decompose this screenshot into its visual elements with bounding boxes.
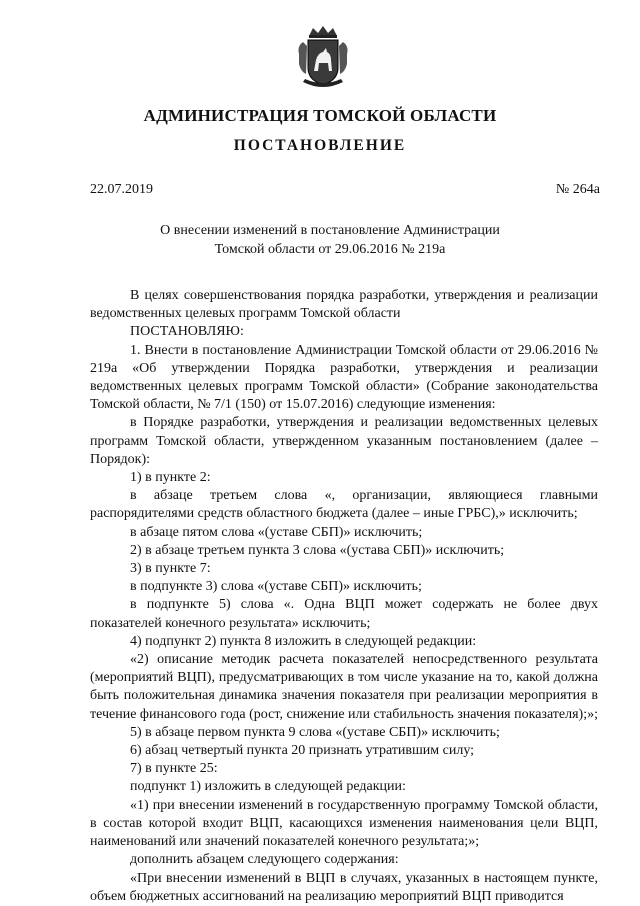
document-type: ПОСТАНОВЛЕНИЕ — [233, 137, 407, 154]
body-paragraph: 7) в пункте 25: — [130, 761, 218, 777]
body-paragraph: «При внесении изменений в ВЦП в случаях, указанных в настоящем пункте, объем бюджетных ассигнований на реализацию мероприятий ВЦП приводится — [90, 870, 598, 904]
document-subject — [120, 221, 540, 259]
body-paragraph: в подпункте 5) слова «. Одна ВЦП может содержать не более двух показателей конечного результата» исключить; — [90, 597, 598, 631]
body-paragraph: 1) в пункте 2: — [130, 470, 211, 486]
body-paragraph: 6) абзац четвертый пункта 20 признать утратившим силу; — [130, 743, 475, 759]
body-paragraph: 1. Внести в постановление Администрации Томской области от 29.06.2016 № 219а «Об утверждении Порядка разработки, утверждения и реализации ведомственных целевых программ Томской области» (Собрание законодательства Томской области, № 7/1 (150) от 15.07.2016) следующие изменения: — [90, 342, 598, 413]
body-paragraph: в подпункте 3) слова «(уставе СБП)» исключить; — [130, 579, 422, 595]
body-paragraph: В целях совершенствования порядка разработки, утверждения и реализации ведомственных целевых программ Томской области — [90, 288, 598, 322]
organization-title: АДМИНИСТРАЦИЯ ТОМСКОЙ ОБЛАСТИ — [143, 106, 497, 125]
body-paragraph: подпункт 1) изложить в следующей редакции: — [130, 779, 406, 795]
body-paragraph: ПОСТАНОВЛЯЮ: — [130, 324, 244, 340]
document-body — [90, 287, 598, 906]
coat-of-arms-icon — [297, 24, 349, 92]
body-paragraph: в абзаце третьем слова «, организации, являющиеся главными распорядителями средств областного бюджета (далее – иные ГРБС),» исключить; — [90, 488, 598, 522]
body-paragraph: «1) при внесении изменений в государственную программу Томской области, в состав которой входит ВЦП, касающихся изменения наименования цели ВЦП, наименований или значений показателей конечного результата;»; — [90, 797, 598, 850]
body-paragraph: 4) подпункт 2) пункта 8 изложить в следующей редакции: — [130, 633, 477, 649]
body-paragraph: в Порядке разработки, утверждения и реализации ведомственных целевых программ Томской области, утвержденном указанным постановлением (далее – Порядок): — [90, 415, 598, 467]
body-paragraph: «2) описание методик расчета показателей непосредственного результата (мероприятий ВЦП), предусматривающих в том числе указание на то, какой должна быть положительная динамика значения показателя при реализации мероприятия в течение финансового года (рост, снижение или стабильность значения показателя);»; — [90, 652, 598, 722]
body-paragraph: 5) в абзаце первом пункта 9 слова «(уставе СБП)» исключить; — [130, 724, 500, 740]
body-paragraph: в абзаце пятом слова «(уставе СБП)» исключить; — [130, 524, 423, 540]
document-date: 22.07.2019 — [90, 182, 153, 197]
subject-line: Томской области от 29.06.2016 № 219а — [214, 242, 446, 257]
body-paragraph: 2) в абзаце третьем пункта 3 слова «(устава СБП)» исключить; — [130, 542, 505, 558]
body-paragraph: дополнить абзацем следующего содержания: — [130, 852, 399, 868]
document-number: № 264а — [555, 182, 600, 197]
body-paragraph: 3) в пункте 7: — [130, 561, 211, 577]
subject-line: О внесении изменений в постановление Администрации — [160, 223, 500, 238]
